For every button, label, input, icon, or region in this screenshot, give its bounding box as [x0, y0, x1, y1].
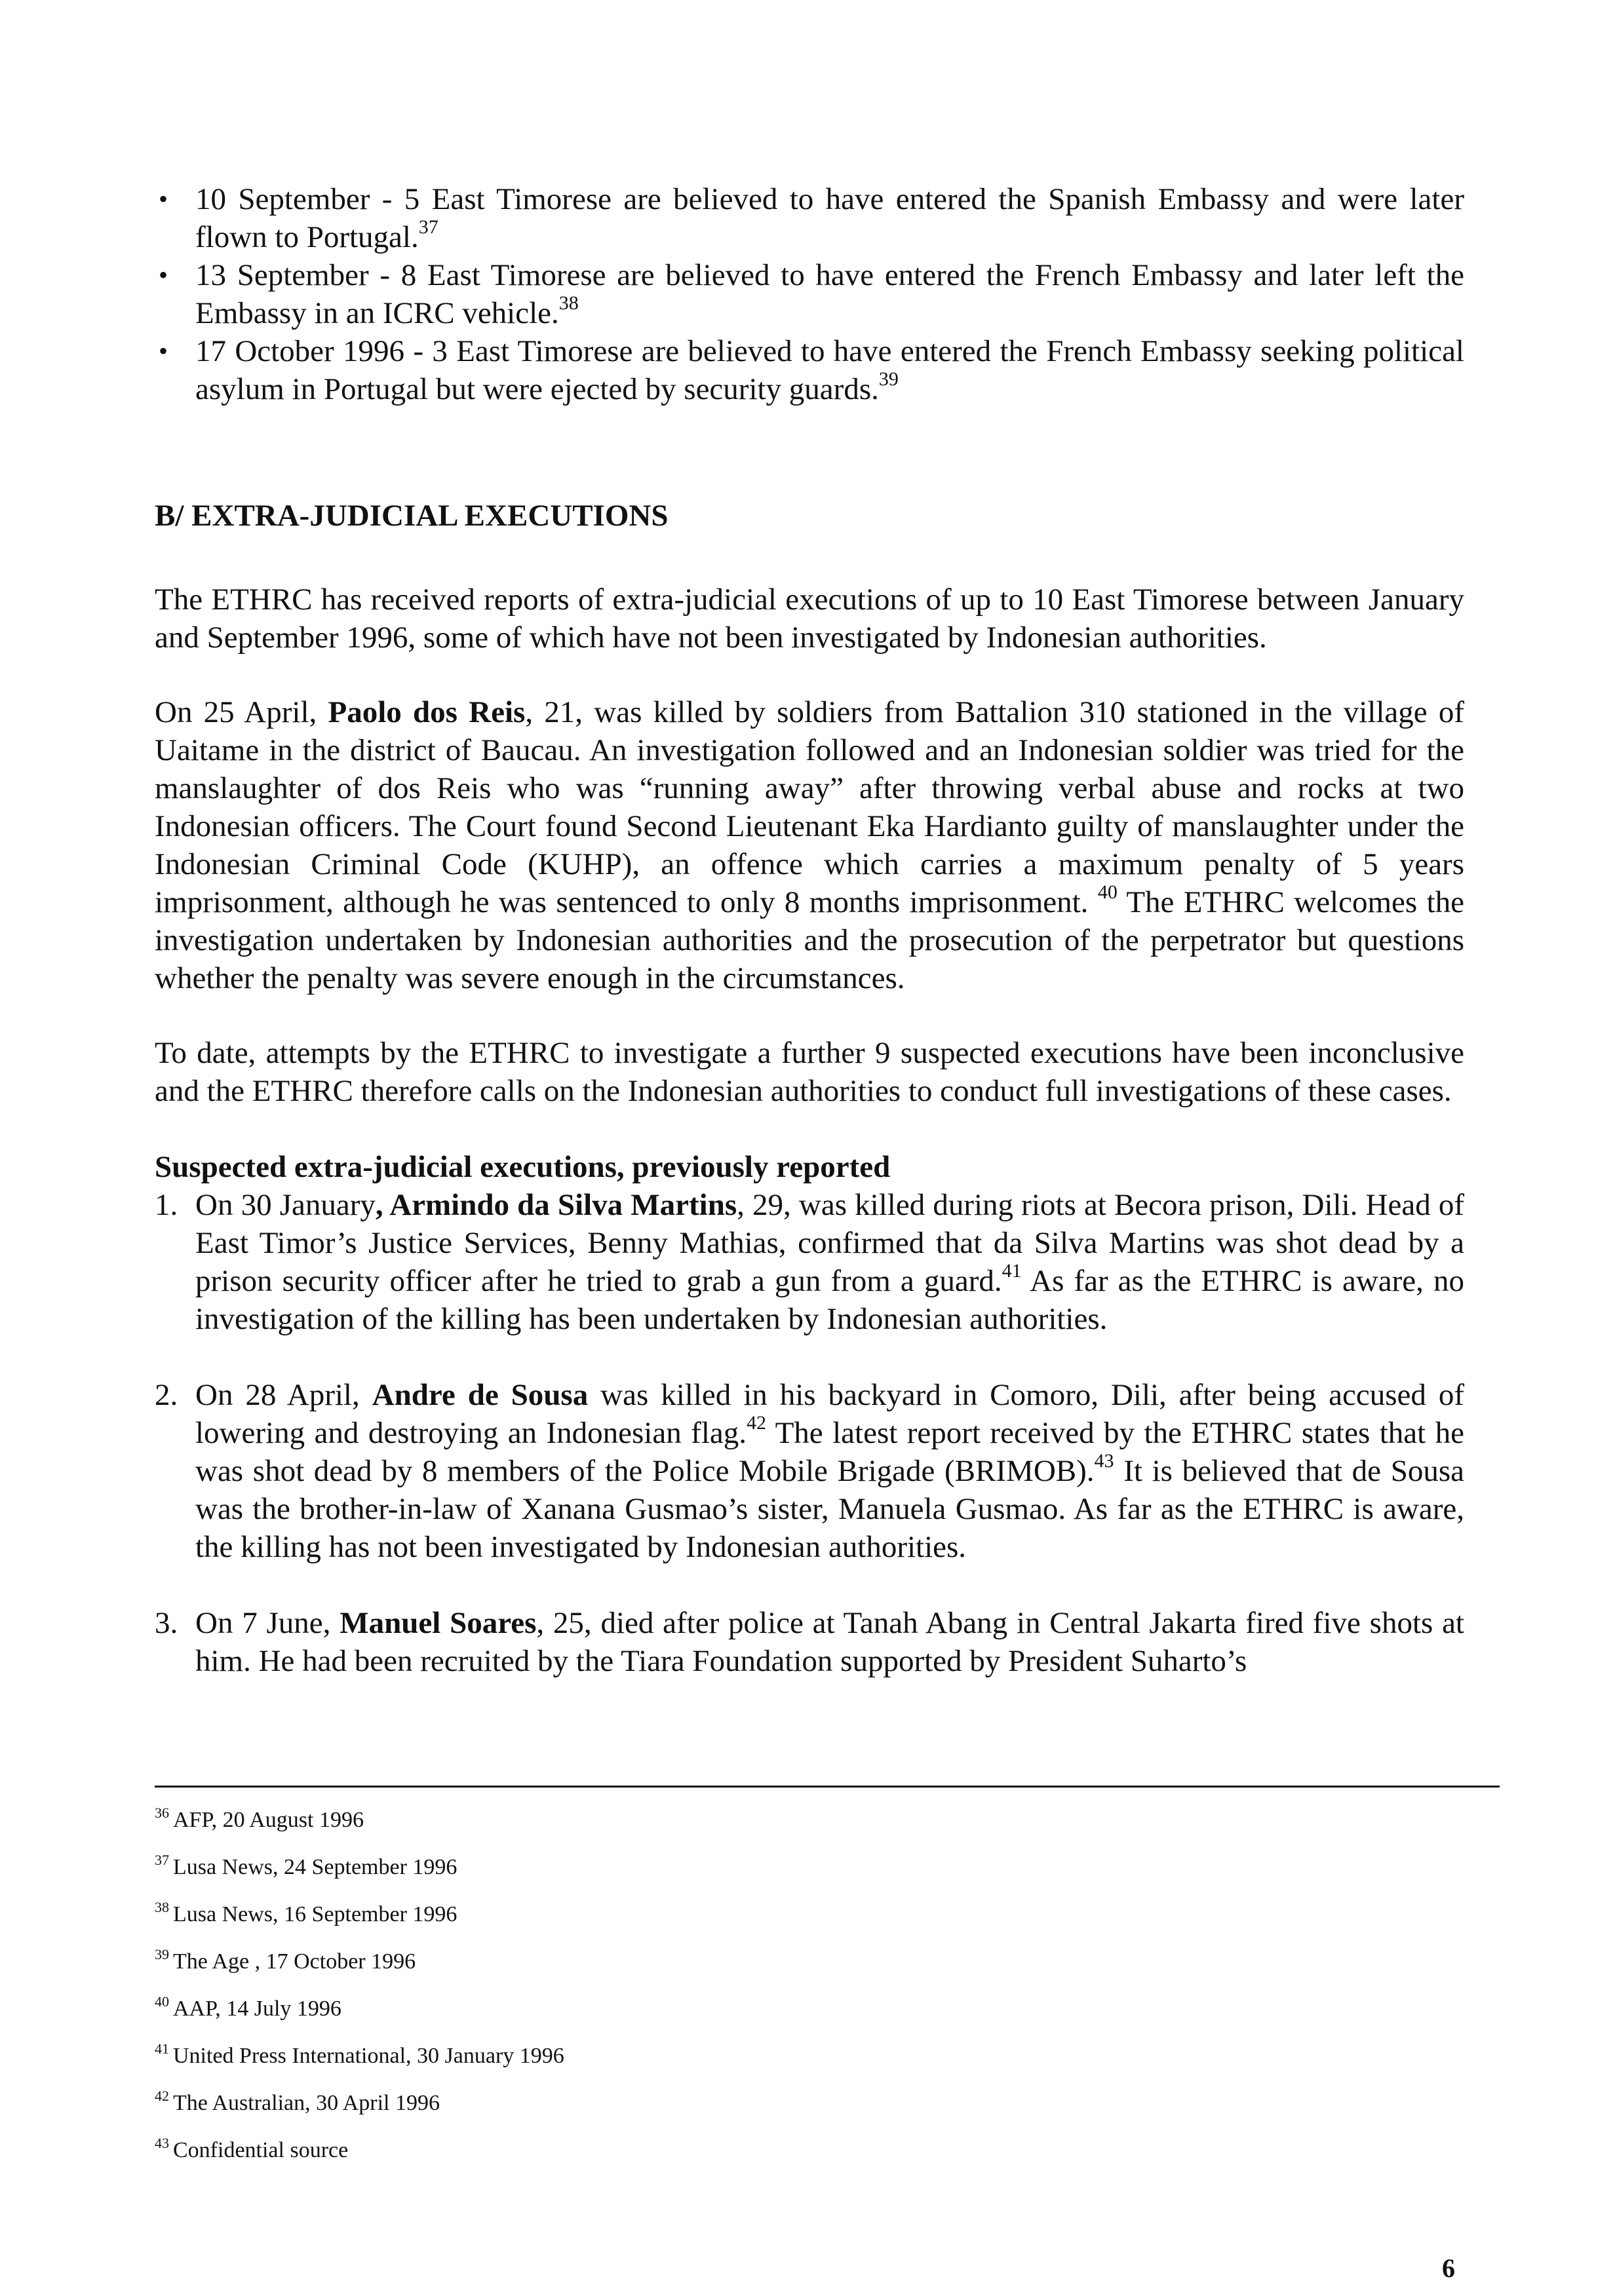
executions-list [155, 1186, 1464, 1680]
bullet-item: • 17 October 1996 - 3 East Timorese are believed to have entered the French Embassy seeking political asylum in Portugal but were ejected by security guards.$^{39}$ [155, 332, 1464, 408]
footnote-ref: 38 [558, 292, 579, 315]
item-number: 3. [155, 1606, 178, 1640]
subheading: Suspected extra-judicial executions, previously reported [155, 1150, 891, 1184]
victim-name: Manuel Soares [340, 1606, 537, 1640]
victim-name: Andre de Sousa [372, 1378, 589, 1412]
reis-paragraph: On 25 April, Paolo dos Reis, 21, was killed by soldiers from Battalion 310 stationed in the village of Uaitame in the district of Baucau. An investigation followed and an Indonesian soldier was tried for the manslaughter of dos Reis who was “running away” after throwing verbal abuse and rocks at two Indonesian officers. The Court found Second Lieutenant Eka Hardianto guilty of manslaughter under the Indonesian Criminal Code (KUHP), an offence which carries a maximum penalty of 5 years imprisonment, although he was sentenced to only 8 months imprisonment. $^{40}$ The ETHRC welcomes the investigation undertaken by Indonesian authorities and the prosecution of the perpetrator but questions whether the penalty was severe enough in the circumstances. [155, 695, 1464, 995]
main-content [155, 180, 1464, 1680]
intro-paragraph: The ETHRC has received reports of extra-judicial executions of up to 10 East Timorese between January and September 1996, some of which have not been investigated by Indonesian authorities. [155, 583, 1464, 655]
footnote-ref: 39 [878, 368, 899, 391]
footnotes [155, 1797, 1334, 2174]
footnote-ref: 37 [418, 216, 438, 239]
section-heading: B/ EXTRA-JUDICIAL EXECUTIONS [155, 499, 669, 533]
item-number: 1. [155, 1188, 178, 1222]
execution-item: 2. On 28 April, Andre de Sousa was killed in his backyard in Comoro, Dili, after being accused of lowering and destroying an Indonesian flag.$^{42}$ The latest report received by the ETHRC states that he was shot dead by 8 members of the Police Mobile Brigade (BRIMOB).$^{43}$ It is believed that de Sousa was the brother-in-law of Xanana Gusmao’s sister, Manuela Gusmao. As far as the ETHRC is aware, the killing has not been investigated by Indonesian authorities. [155, 1376, 1464, 1566]
page-number: 6 [1442, 2253, 1455, 2283]
bullet-item: • 13 September - 8 East Timorese are believed to have entered the French Embassy and later left the Embassy in an ICRC vehicle.$^{38}$ [155, 256, 1464, 332]
bullet-icon: • [159, 184, 168, 214]
footnote: $^{36}$ AFP, 20 August 1996 [155, 1804, 364, 1832]
item-number: 2. [155, 1378, 178, 1412]
footnote-ref: 43 [1094, 1450, 1114, 1472]
victim-name: , Armindo da Silva Martins [375, 1188, 737, 1222]
execution-item: 1. On 30 January, Armindo da Silva Martins, 29, was killed during riots at Becora prison, Dili. Head of East Timor’s Justice Services, Benny Mathias, confirmed that da Silva Martins was shot dead by a prison security officer after he tried to grab a gun from a guard.$^{41}$ As far as the ETHRC is aware, no investigation of the killing has been undertaken by Indonesian authorities. [155, 1186, 1464, 1338]
bullet-item: • 10 September - 5 East Timorese are believed to have entered the Spanish Embassy and were later flown to Portugal.$^{37}$ [155, 180, 1464, 256]
investigation-paragraph: To date, attempts by the ETHRC to investigate a further 9 suspected executions have been inconclusive and the ETHRC therefore calls on the Indonesian authorities to conduct full investigations of these cases. [155, 1036, 1464, 1108]
footnote-ref: 41 [1002, 1260, 1022, 1282]
footnote: $^{37}$ Lusa News, 24 September 1996 [155, 1851, 457, 1879]
embassy-bullet-list [155, 180, 1464, 408]
footnote-divider [155, 1786, 1500, 1788]
footnote: $^{39}$ The Age , 17 October 1996 [155, 1945, 416, 1974]
footnote-ref: 40 [1097, 881, 1118, 904]
execution-item: 3. On 7 June, Manuel Soares, 25, died after police at Tanah Abang in Central Jakarta fired five shots at him. He had been recruited by the Tiara Foundation supported by President Suharto’s [155, 1604, 1464, 1680]
bullet-icon: • [159, 260, 168, 290]
victim-name: Paolo dos Reis [328, 695, 526, 729]
footnote: $^{41}$ United Press International, 30 January 1996 [155, 2040, 564, 2068]
footnote: $^{38}$ Lusa News, 16 September 1996 [155, 1898, 457, 1926]
footnote-ref: 42 [747, 1412, 766, 1434]
footnote: $^{42}$ The Australian, 30 April 1996 [155, 2087, 440, 2115]
bullet-icon: • [159, 336, 168, 366]
footnote: $^{40}$ AAP, 14 July 1996 [155, 1993, 341, 2021]
footnote: $^{43}$ Confidential source [155, 2134, 349, 2162]
